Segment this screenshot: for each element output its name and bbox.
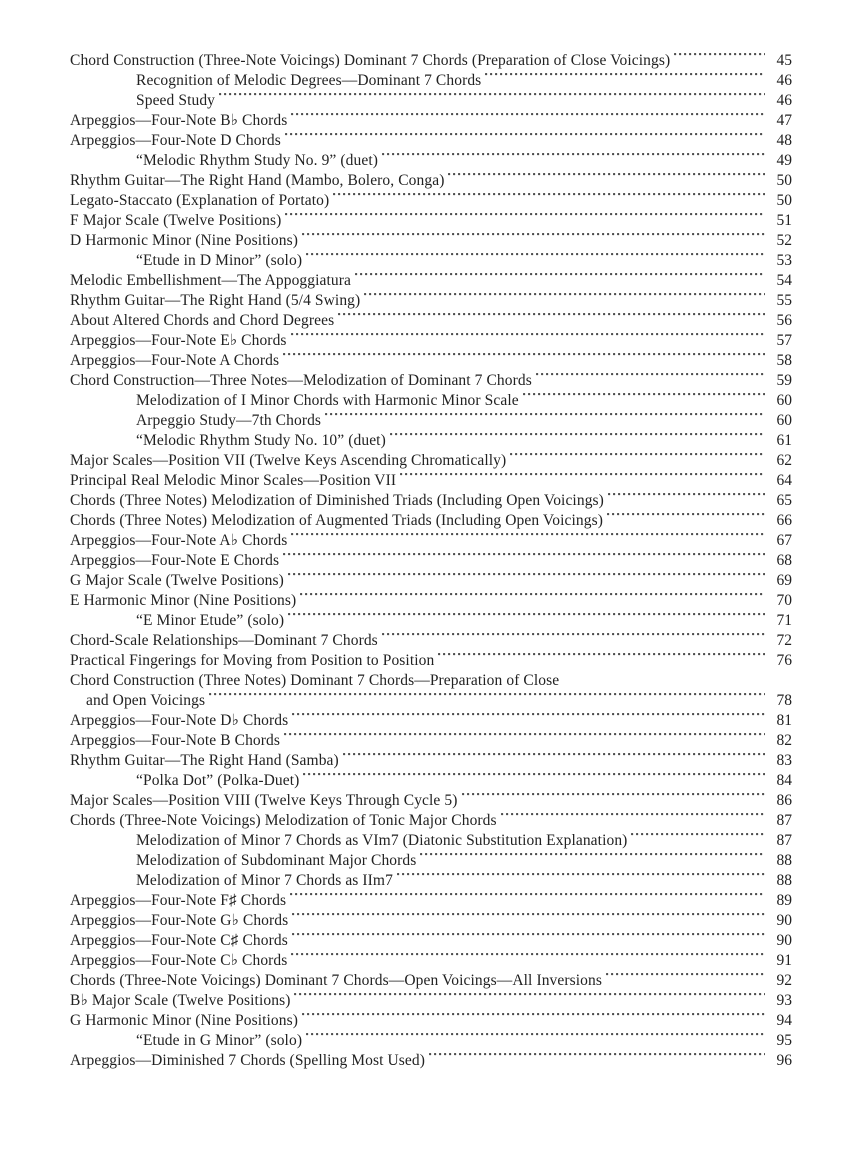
toc-entry-title: “Polka Dot” (Polka-Duet) <box>136 772 300 789</box>
toc-entry <box>70 671 792 691</box>
toc-entry <box>70 411 792 431</box>
toc-entry-title: “Melodic Rhythm Study No. 10” (duet) <box>136 432 386 449</box>
dot-leader <box>355 271 765 291</box>
toc-entry-title: Melodization of I Minor Chords with Harmonic Minor Scale <box>136 392 519 409</box>
toc-entry-page: 55 <box>776 292 792 309</box>
toc-entry-title: Arpeggios—Four-Note C♯ Chords <box>70 932 288 949</box>
dot-leader <box>338 311 765 331</box>
toc-entry <box>70 491 792 511</box>
dot-leader <box>283 551 765 571</box>
toc-entry-page: 60 <box>776 392 792 409</box>
dot-leader <box>382 631 765 651</box>
toc-entry-page: 88 <box>776 852 792 869</box>
dot-leader <box>288 571 765 591</box>
toc-entry-page: 92 <box>776 972 792 989</box>
toc-entry <box>70 771 792 791</box>
toc-entry-title: D Harmonic Minor (Nine Positions) <box>70 232 299 249</box>
dot-leader <box>343 751 765 771</box>
toc-entry <box>70 71 792 91</box>
dot-leader <box>510 451 765 471</box>
dot-leader <box>608 491 765 511</box>
toc-entry <box>70 511 792 531</box>
toc-entry-page: 65 <box>776 492 792 509</box>
toc-entry <box>70 1031 792 1051</box>
dot-leader <box>285 131 765 151</box>
toc-entry <box>70 591 792 611</box>
toc-entry-page: 46 <box>776 72 792 89</box>
dot-leader <box>607 511 765 531</box>
toc-entry-page: 51 <box>776 212 792 229</box>
dot-leader <box>300 591 765 611</box>
toc-entry-title: Chord Construction (Three-Note Voicings) Dominant 7 Chords (Preparation of Close Voicings) <box>70 52 671 69</box>
toc-entry-title: About Altered Chords and Chord Degrees <box>70 312 335 329</box>
dot-leader <box>631 831 765 851</box>
toc-entry-title: “Etude in D Minor” (solo) <box>136 252 303 269</box>
toc-entry <box>70 951 792 971</box>
dot-leader <box>292 911 765 931</box>
toc-entry-page: 93 <box>776 992 792 1009</box>
toc-entry <box>70 631 792 651</box>
toc-entry-title: Arpeggios—Four-Note C♭ Chords <box>70 952 288 969</box>
toc-entry-page: 67 <box>776 532 792 549</box>
toc-entry-title: Rhythm Guitar—The Right Hand (Samba) <box>70 752 339 769</box>
toc-entry <box>70 131 792 151</box>
toc-entry <box>70 751 792 771</box>
dot-leader <box>523 391 765 411</box>
toc-entry-title: Speed Study <box>136 92 216 109</box>
toc-entry <box>70 271 792 291</box>
toc-entry-page: 71 <box>776 612 792 629</box>
toc-entry-page: 86 <box>776 792 792 809</box>
toc-entry-title: Melodization of Minor 7 Chords as VIm7 (Diatonic Substitution Explanation) <box>136 832 628 849</box>
toc-entry-title: Arpeggios—Four-Note A♭ Chords <box>70 532 288 549</box>
dot-leader <box>501 811 765 831</box>
toc-entry <box>70 551 792 571</box>
dot-leader <box>209 691 765 711</box>
toc-entry-page: 90 <box>776 912 792 929</box>
toc-entry-title: Major Scales—Position VII (Twelve Keys Ascending Chromatically) <box>70 452 507 469</box>
toc-entry <box>70 371 792 391</box>
toc-entry <box>70 311 792 331</box>
toc-entry-page: 82 <box>776 732 792 749</box>
toc-entry-title: Melodization of Subdominant Major Chords <box>136 852 417 869</box>
toc-entry <box>70 331 792 351</box>
toc-entry-title: Chord Construction (Three Notes) Dominant 7 Chords—Preparation of Close <box>70 672 560 689</box>
dot-leader <box>438 651 765 671</box>
toc-entry <box>70 711 792 731</box>
dot-leader <box>302 231 765 251</box>
toc-entry-title: Arpeggios—Four-Note G♭ Chords <box>70 912 289 929</box>
toc-entry <box>70 991 792 1011</box>
toc-entry-title: “Melodic Rhythm Study No. 9” (duet) <box>136 152 378 169</box>
dot-leader <box>382 151 765 171</box>
toc-entry-title: Arpeggios—Four-Note A Chords <box>70 352 280 369</box>
dot-leader <box>284 731 765 751</box>
toc-entry-title: Practical Fingerings for Moving from Position to Position <box>70 652 435 669</box>
dot-leader <box>400 471 765 491</box>
toc-entry <box>70 351 792 371</box>
toc-entry-title: Arpeggios—Four-Note D♭ Chords <box>70 712 289 729</box>
toc-entry <box>70 231 792 251</box>
dot-leader <box>302 1011 765 1031</box>
toc-entry-page: 90 <box>776 932 792 949</box>
toc-entry <box>70 151 792 171</box>
toc-entry <box>70 911 792 931</box>
toc-entry <box>70 731 792 751</box>
dot-leader <box>536 371 765 391</box>
toc-entry-title: “Etude in G Minor” (solo) <box>136 1032 303 1049</box>
dot-leader <box>291 531 765 551</box>
toc-entry-page: 72 <box>776 632 792 649</box>
toc-entry-page: 66 <box>776 512 792 529</box>
toc-entry <box>70 851 792 871</box>
toc-entry-page: 70 <box>776 592 792 609</box>
toc-entry-page: 61 <box>776 432 792 449</box>
dot-leader <box>462 791 766 811</box>
toc-entry <box>70 51 792 71</box>
toc-list <box>70 51 792 1071</box>
toc-entry-title: Arpeggios—Four-Note E♭ Chords <box>70 332 287 349</box>
toc-entry-page: 62 <box>776 452 792 469</box>
toc-entry <box>70 531 792 551</box>
toc-entry <box>70 811 792 831</box>
toc-entry-page: 94 <box>776 1012 792 1029</box>
toc-entry <box>70 1011 792 1031</box>
toc-entry <box>70 451 792 471</box>
toc-entry-title: Chord Construction—Three Notes—Melodization of Dominant 7 Chords <box>70 372 532 389</box>
toc-entry-page: 48 <box>776 132 792 149</box>
dot-leader <box>306 1031 765 1051</box>
dot-leader <box>283 351 765 371</box>
toc-entry <box>70 651 792 671</box>
dot-leader <box>288 611 765 631</box>
dot-leader <box>291 111 765 131</box>
toc-entry-title: Legato-Staccato (Explanation of Portato) <box>70 192 330 209</box>
toc-entry-title: Chords (Three-Note Voicings) Dominant 7 Chords—Open Voicings—All Inversions <box>70 972 603 989</box>
toc-entry-title: Chords (Three Notes) Melodization of Augmented Triads (Including Open Voicings) <box>70 512 603 529</box>
dot-leader <box>397 871 765 891</box>
toc-entry-page: 56 <box>776 312 792 329</box>
toc-entry-page: 50 <box>776 172 792 189</box>
toc-entry <box>70 791 792 811</box>
toc-entry-title: G Harmonic Minor (Nine Positions) <box>70 1012 299 1029</box>
toc-entry-title: Rhythm Guitar—The Right Hand (Mambo, Bolero, Conga) <box>70 172 445 189</box>
toc-entry-title: G Major Scale (Twelve Positions) <box>70 572 284 589</box>
dot-leader <box>333 191 765 211</box>
toc-entry <box>70 931 792 951</box>
dot-leader <box>364 291 765 311</box>
toc-entry-title: Melodic Embellishment—The Appoggiatura <box>70 272 352 289</box>
toc-entry-page: 64 <box>776 472 792 489</box>
toc-entry-title: Melodization of Minor 7 Chords as IIm7 <box>136 872 393 889</box>
toc-entry <box>70 431 792 451</box>
toc-entry-page: 96 <box>776 1052 792 1069</box>
toc-entry-page: 59 <box>776 372 792 389</box>
dot-leader <box>291 331 765 351</box>
toc-entry-page: 60 <box>776 412 792 429</box>
toc-entry-title: B♭ Major Scale (Twelve Positions) <box>70 992 291 1009</box>
toc-entry-title: Arpeggios—Diminished 7 Chords (Spelling Most Used) <box>70 1052 426 1069</box>
toc-entry-page: 88 <box>776 872 792 889</box>
toc-entry-page: 84 <box>776 772 792 789</box>
toc-entry-title: and Open Voicings <box>86 692 206 709</box>
toc-entry <box>70 211 792 231</box>
toc-entry-page: 83 <box>776 752 792 769</box>
dot-leader <box>420 851 765 871</box>
toc-entry <box>70 1051 792 1071</box>
toc-entry-title: Arpeggios—Four-Note F♯ Chords <box>70 892 287 909</box>
toc-entry-title: Arpeggios—Four-Note B Chords <box>70 732 281 749</box>
toc-entry-title: Chords (Three-Note Voicings) Melodization of Tonic Major Chords <box>70 812 497 829</box>
toc-entry-page: 68 <box>776 552 792 569</box>
toc-entry-page: 89 <box>776 892 792 909</box>
toc-entry <box>70 971 792 991</box>
toc-entry <box>70 171 792 191</box>
toc-entry-page: 91 <box>776 952 792 969</box>
toc-entry-page: 78 <box>776 692 792 709</box>
toc-entry-page: 49 <box>776 152 792 169</box>
toc-entry-title: Arpeggios—Four-Note B♭ Chords <box>70 112 288 129</box>
toc-entry <box>70 831 792 851</box>
toc-entry-page: 47 <box>776 112 792 129</box>
toc-entry-title: Major Scales—Position VIII (Twelve Keys Through Cycle 5) <box>70 792 458 809</box>
toc-entry-title: F Major Scale (Twelve Positions) <box>70 212 282 229</box>
toc-entry-page: 58 <box>776 352 792 369</box>
toc-entry-page: 69 <box>776 572 792 589</box>
toc-entry-page: 50 <box>776 192 792 209</box>
dot-leader <box>294 991 765 1011</box>
dot-leader <box>429 1051 765 1071</box>
toc-entry <box>70 111 792 131</box>
dot-leader <box>485 71 765 91</box>
dot-leader <box>448 171 765 191</box>
toc-entry <box>70 291 792 311</box>
toc-entry <box>70 391 792 411</box>
toc-entry <box>70 251 792 271</box>
toc-entry <box>70 91 792 111</box>
toc-entry-page: 95 <box>776 1032 792 1049</box>
dot-leader <box>306 251 765 271</box>
dot-leader <box>390 431 765 451</box>
toc-entry <box>70 871 792 891</box>
toc-entry <box>70 691 792 711</box>
dot-leader <box>292 711 765 731</box>
toc-entry-title: Arpeggio Study—7th Chords <box>136 412 322 429</box>
toc-entry-page: 53 <box>776 252 792 269</box>
toc-entry <box>70 471 792 491</box>
toc-entry-page: 54 <box>776 272 792 289</box>
toc-entry-title: “E Minor Etude” (solo) <box>136 612 285 629</box>
dot-leader <box>606 971 765 991</box>
toc-entry-title: Recognition of Melodic Degrees—Dominant 7 Chords <box>136 72 482 89</box>
dot-leader <box>563 671 765 691</box>
toc-entry-title: Principal Real Melodic Minor Scales—Position VII <box>70 472 397 489</box>
toc-entry-page: 46 <box>776 92 792 109</box>
dot-leader <box>285 211 765 231</box>
dot-leader <box>674 51 765 71</box>
dot-leader <box>292 931 765 951</box>
toc-entry <box>70 571 792 591</box>
toc-entry-title: Arpeggios—Four-Note E Chords <box>70 552 280 569</box>
toc-entry-title: Arpeggios—Four-Note D Chords <box>70 132 281 149</box>
toc-entry-page: 57 <box>776 332 792 349</box>
toc-entry-title: Chords (Three Notes) Melodization of Diminished Triads (Including Open Voicings) <box>70 492 604 509</box>
toc-entry-title: E Harmonic Minor (Nine Positions) <box>70 592 297 609</box>
toc-entry-title: Rhythm Guitar—The Right Hand (5/4 Swing) <box>70 292 361 309</box>
toc-entry-page: 76 <box>776 652 792 669</box>
toc-entry-page: 87 <box>776 832 792 849</box>
dot-leader <box>303 771 765 791</box>
toc-entry <box>70 191 792 211</box>
dot-leader <box>291 951 765 971</box>
dot-leader <box>325 411 765 431</box>
toc-entry-page: 87 <box>776 812 792 829</box>
dot-leader <box>290 891 765 911</box>
toc-entry-page: 45 <box>776 52 792 69</box>
toc-entry-page: 81 <box>776 712 792 729</box>
toc-entry-page: 52 <box>776 232 792 249</box>
toc-entry-title: Chord-Scale Relationships—Dominant 7 Chords <box>70 632 378 649</box>
dot-leader <box>219 91 765 111</box>
toc-entry <box>70 611 792 631</box>
toc-entry <box>70 891 792 911</box>
